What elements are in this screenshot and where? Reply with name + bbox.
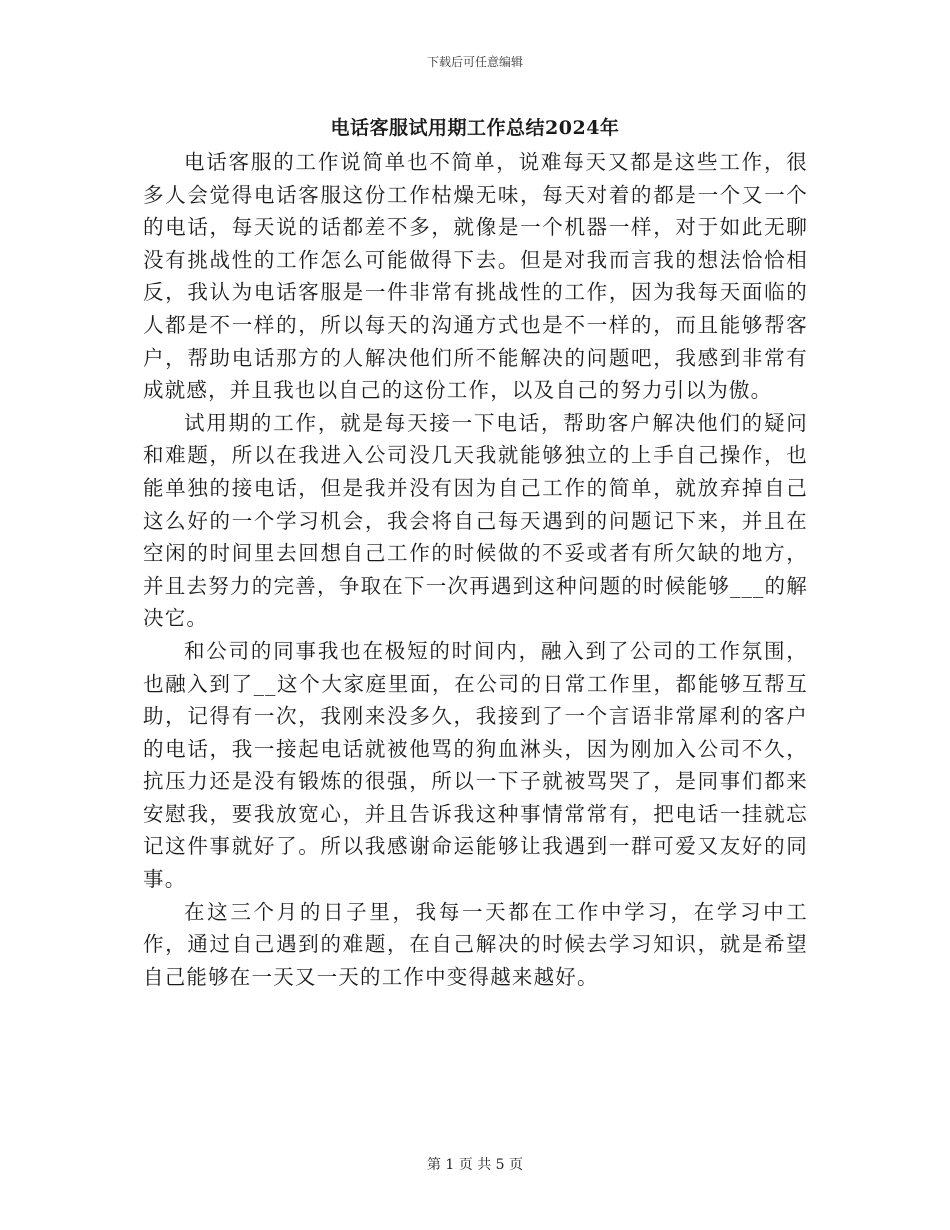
paragraph-1: 电话客服的工作说简单也不简单，说难每天又都是这些工作，很多人会觉得电话客服这份工作枯燥无味，每天对着的都是一个又一个的电话，每天说的话都差不多，就像是一个机器一样，对于如此无聊没有挑战性的工作怎么可能做得下去。但是对我而言我的想法恰恰相反，我认为电话客服是一件非常有挑战性的工作，因为我每天面临的人都是不一样的，所以每天的沟通方式也是不一样的，而且能够帮客户，帮助电话那方的人解决他们所不能解决的问题吧，我感到非常有成就感，并且我也以自己的这份工作，以及自己的努力引以为傲。 <box>143 150 808 403</box>
document-title: 电话客服试用期工作总结2024年 <box>330 117 620 139</box>
paragraph-3: 和公司的同事我也在极短的时间内，融入到了公司的工作氛围，也融入到了__这个大家庭里面，在公司的日常工作里，都能够互帮互助，记得有一次，我刚来没多久，我接到了一个言语非常犀利的客户的电话，我一接起电话就被他骂的狗血淋头，因为刚加入公司不久，抗压力还是没有锻炼的很强，所以一下子就被骂哭了，是同事们都来安慰我，要我放宽心，并且告诉我这种事情常常有，把电话一挂就忘记这件事就好了。所以我感谢命运能够让我遇到一群可爱又友好的同事。 <box>143 638 808 892</box>
page-number: 第 1 页 共 5 页 <box>426 1157 524 1173</box>
header-note: 下载后可任意编辑 <box>426 55 523 69</box>
document-body <box>143 146 808 993</box>
paragraph-4: 在这三个月的日子里，我每一天都在工作中学习，在学习中工作，通过自己遇到的难题，在自己解决的时候去学习知识，就是希望自己能够在一天又一天的工作中变得越来越好。 <box>143 899 808 989</box>
paragraph-2: 试用期的工作，就是每天接一下电话，帮助客户解决他们的疑问和难题，所以在我进入公司没几天我就能够独立的上手自己操作，也能单独的接电话，但是我并没有因为自己工作的简单，就放弃掉自己这么好的一个学习机会，我会将自己每天遇到的问题记下来，并且在空闲的时间里去回想自己工作的时候做的不妥或者有所欠缺的地方，并且去努力的完善，争取在下一次再遇到这种问题的时候能够___的解决它。 <box>143 410 808 631</box>
